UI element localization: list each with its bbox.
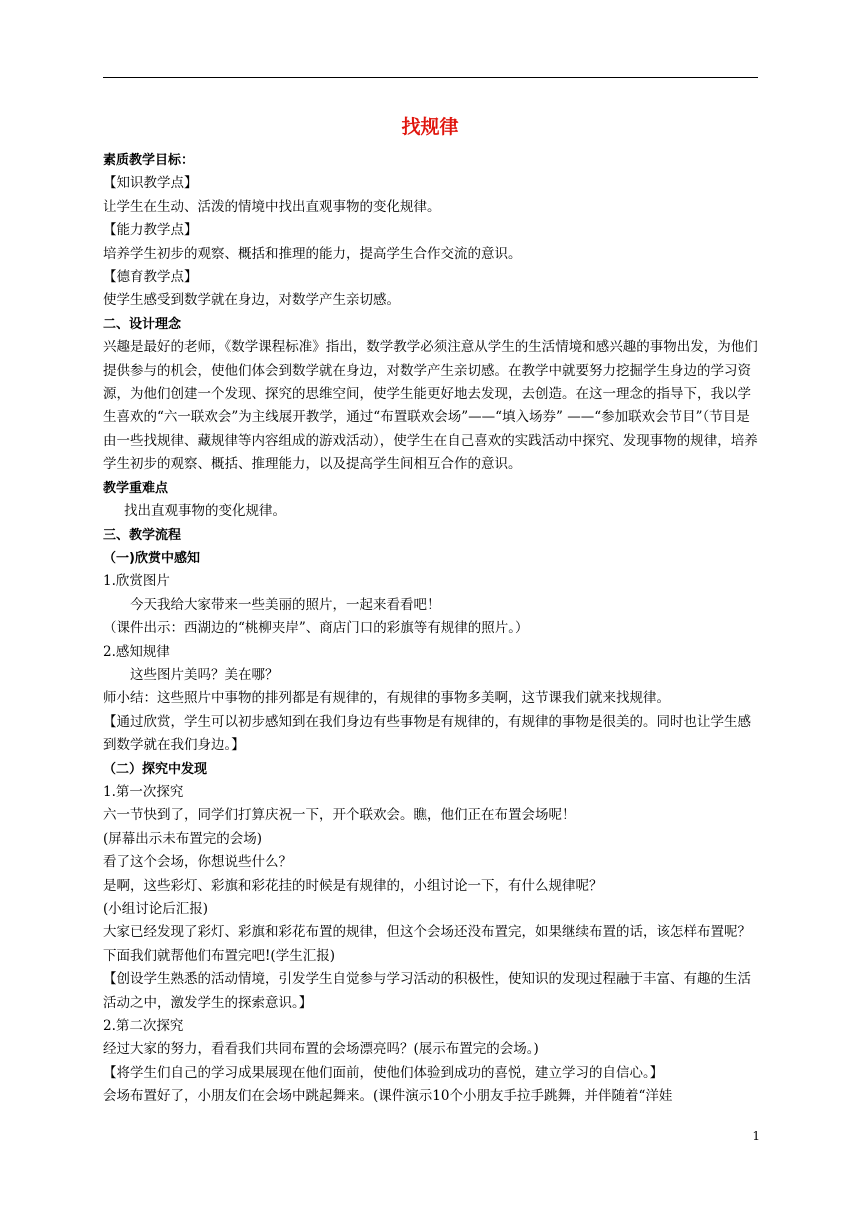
paragraph-1-1b: （课件出示：西湖边的“桃柳夹岸”、商店门口的彩旗等有规律的照片。） <box>103 620 529 637</box>
item-2-1: 1.第一次探究 <box>103 783 184 800</box>
heading-goals: 素质教学目标： <box>103 153 195 168</box>
paragraph-knowledge: 让学生在生动、活泼的情境中找出直观事物的变化规律。 <box>103 198 441 215</box>
heading-part-2: （二）探究中发现 <box>103 761 208 777</box>
subheading-moral: 【德育教学点】 <box>103 269 198 286</box>
subheading-knowledge: 【知识教学点】 <box>103 175 198 192</box>
document-body <box>103 149 763 1109</box>
paragraph-1-1a: 今天我给大家带来一些美丽的照片，一起来看看吧！ <box>130 596 441 613</box>
paragraph-2-1c: 看了这个会场，你想说些什么？ <box>103 854 292 871</box>
paragraph-1-2a: 这些图片美吗？美在哪？ <box>130 666 279 683</box>
paragraph-2-2a: 经过大家的努力，看看我们共同布置的会场漂亮吗？(展示布置完的会场。) <box>103 1041 539 1058</box>
paragraph-2-1d: 是啊，这些彩灯、彩旗和彩花挂的时候是有规律的，小组讨论一下，有什么规律呢？ <box>103 877 603 894</box>
item-1-1: 1.欣赏图片 <box>103 573 170 590</box>
paragraph-moral: 使学生感受到数学就在身边，对数学产生亲切感。 <box>103 292 400 309</box>
paragraph-2-1b: (屏幕出示未布置完的会场) <box>103 830 263 847</box>
item-1-2: 2.感知规律 <box>103 643 170 660</box>
heading-key-points: 教学重难点 <box>103 480 169 496</box>
page-number: 1 <box>752 1129 760 1143</box>
paragraph-key-points: 找出直观事物的变化规律。 <box>124 503 286 520</box>
header-rule <box>103 77 758 78</box>
heading-design-concept: 二、设计理念 <box>103 316 182 332</box>
paragraph-1-2b: 师小结：这些照片中事物的排列都是有规律的，有规律的事物多美啊，这节课我们就来找规律。 <box>103 690 670 707</box>
paragraph-2-1a: 六一节快到了，同学们打算庆祝一下，开个联欢会。瞧，他们正在布置会场呢！ <box>103 807 576 824</box>
heading-process: 三、教学流程 <box>103 527 182 543</box>
document-title: 找规律 <box>401 116 459 138</box>
paragraph-2-1f: 大家已经发现了彩灯、彩旗和彩花布置的规律，但这个会场还没布置完，如果继续布置的话，该怎样布置呢？下面我们就帮他们布置完吧!(学生汇报) <box>103 924 751 964</box>
paragraph-design-concept: 兴趣是最好的老师，《数学课程标准》指出，数学教学必须注意从学生的生活情境和感兴趣的事物出发，为他们提供参与的机会，使他们体会到数学就在身边，对数学产生亲切感。在教学中就要努力挖掘学生身边的学习资源，为他们创建一个发现、探究的思维空间，使学生能更好地去发现，去创造。在这一理念的指导下，我以学生喜欢的“六一联欢会”为主线展开教学，通过“布置联欢会场”——“填入场券” ——“参加联欢会节目”（节目是由一些找规律、藏规律等内容组成的游戏活动），使学生在自己喜欢的实践活动中探究、发现事物的规律，培养学生初步的观察、概括、推理能力，以及提高学生间相互合作的意识。 <box>103 339 758 473</box>
subheading-ability: 【能力教学点】 <box>103 222 198 239</box>
note-2: 【创设学生熟悉的活动情境，引发学生自觉参与学习活动的积极性，使知识的发现过程融于丰富、有趣的生活活动之中，激发学生的探索意识。】 <box>103 971 751 1011</box>
paragraph-2-1e: (小组讨论后汇报) <box>103 901 209 917</box>
paragraph-ability: 培养学生初步的观察、概括和推理的能力，提高学生合作交流的意识。 <box>103 245 522 262</box>
note-1: 【通过欣赏，学生可以初步感知到在我们身边有些事物是有规律的，有规律的事物是很美的。同时也让学生感到数学就在我们身边。】 <box>103 713 751 754</box>
note-3: 【将学生们自己的学习成果展现在他们面前，使他们体验到成功的喜悦，建立学习的自信心。】 <box>103 1064 664 1081</box>
item-2-2: 2.第二次探究 <box>103 1018 184 1035</box>
heading-part-1: （一)欣赏中感知 <box>103 550 200 566</box>
paragraph-2-2b: 会场布置好了，小朋友们在会场中跳起舞来。(课件演示10个小朋友手拉手跳舞，并伴随着“洋娃 <box>103 1088 673 1105</box>
